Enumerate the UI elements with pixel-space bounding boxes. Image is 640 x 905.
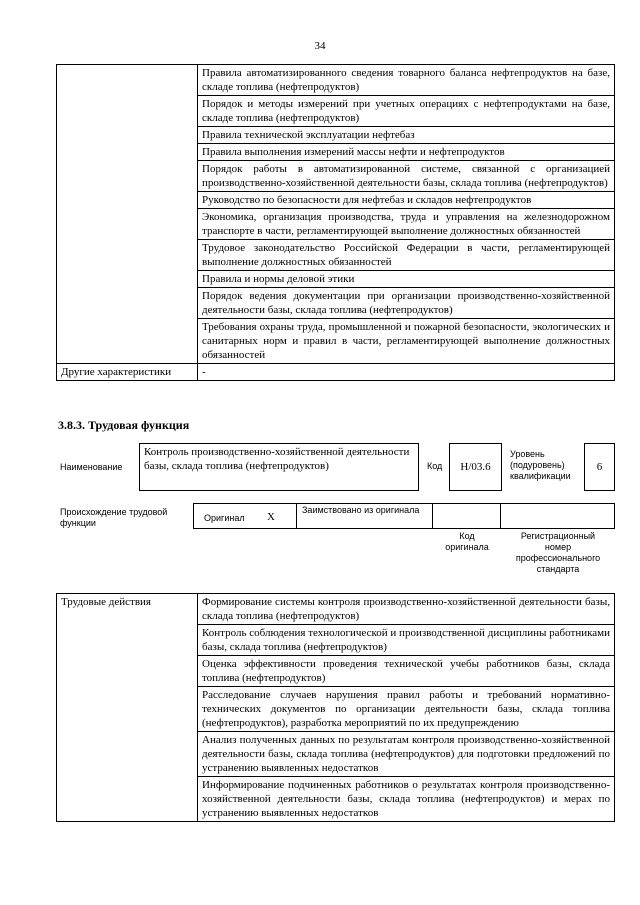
list-item: Информирование подчиненных работников о результатах контроля производственно-хозяйственной деятельности базы, склада топлива (нефтепродуктов) и мерах по устранению выявленных недостатков [198, 777, 615, 822]
list-item: Расследование случаев нарушения правил работы и требований нормативно-технических документов по организации деятельности базы, склада топлива (нефтепродуктов), разработка мероприятий по их предупреждению [198, 687, 615, 732]
original-mark: X [267, 511, 275, 523]
list-item: Правила автоматизированного сведения товарного баланса нефтепродуктов на базе, складе топлива (нефтепродуктов) [198, 65, 615, 96]
function-name-box: Контроль производственно-хозяйственной деятельности базы, склада топлива (нефтепродуктов) [139, 443, 419, 491]
list-item: Формирование системы контроля производственно-хозяйственной деятельности базы, склада топлива (нефтепродуктов) [198, 594, 615, 625]
origin-label: Происхождение трудовой функции [60, 507, 168, 528]
list-item: Порядок работы в автоматизированной системе, связанной с организацией производственно-хозяйственной деятельности базы, склада топлива (нефтепродуктов) [198, 161, 615, 192]
table-row [57, 594, 615, 625]
table-row [57, 65, 615, 96]
code-original-label: Код оригинала [445, 531, 489, 552]
origin-divider [500, 503, 501, 529]
section-heading: 3.8.3. Трудовая функция [58, 418, 190, 432]
code-label: Код [427, 461, 443, 471]
list-item: Правила выполнения измерений массы нефти и нефтепродуктов [198, 144, 615, 161]
original-label: Оригинал [204, 513, 245, 523]
list-item: Порядок ведения документации при организации производственно-хозяйственной деятельности базы, склада топлива (нефтепродуктов) [198, 288, 615, 319]
list-item: Экономика, организация производства, труда и управления на железнодорожном транспорте в части, регламентирующей выполнение должностных обязанностей [198, 209, 615, 240]
knowledge-table [56, 64, 615, 381]
code-box: Н/03.6 [449, 443, 502, 491]
list-item: Требования охраны труда, промышленной и пожарной безопасности, экологических и санитарных норм и правил в части, регламентирующей выполнение должностных обязанностей [198, 319, 615, 364]
other-characteristics-label: Другие характеристики [57, 364, 198, 381]
empty-label-cell [57, 65, 198, 364]
list-item: Правила технической эксплуатации нефтебаз [198, 127, 615, 144]
origin-divider [296, 503, 297, 529]
level-label: Уровень (подуровень) квалификации [510, 449, 571, 481]
labor-actions-label: Трудовые действия [57, 594, 198, 822]
origin-divider [432, 503, 433, 529]
list-item: Контроль соблюдения технологической и производственной дисциплины работниками базы, склада топлива (нефтепродуктов) [198, 625, 615, 656]
list-item: Правила и нормы деловой этики [198, 271, 615, 288]
other-characteristics-value: - [198, 364, 615, 381]
labor-actions-table [56, 593, 615, 822]
reg-number-label: Регистрационный номер профессионального стандарта [515, 531, 601, 574]
list-item: Порядок и методы измерений при учетных операциях с нефтепродуктами на базе, складе топлива (нефтепродуктов) [198, 96, 615, 127]
list-item: Анализ полученных данных по результатам контроля производственно-хозяйственной деятельности базы, склада топлива (нефтепродуктов) для подготовки предложений по устранению выявленных недостатков [198, 732, 615, 777]
name-label: Наименование [60, 462, 123, 472]
table-row [57, 364, 615, 381]
borrowed-label: Заимствовано из оригинала [302, 505, 420, 515]
list-item: Руководство по безопасности для нефтебаз и складов нефтепродуктов [198, 192, 615, 209]
list-item: Трудовое законодательство Российской Федерации в части, регламентирующей выполнение должностных обязанностей [198, 240, 615, 271]
level-box: 6 [584, 443, 615, 491]
list-item: Оценка эффективности проведения технической учебы работников базы, склада топлива (нефтепродуктов) [198, 656, 615, 687]
page-number: 34 [314, 40, 326, 52]
